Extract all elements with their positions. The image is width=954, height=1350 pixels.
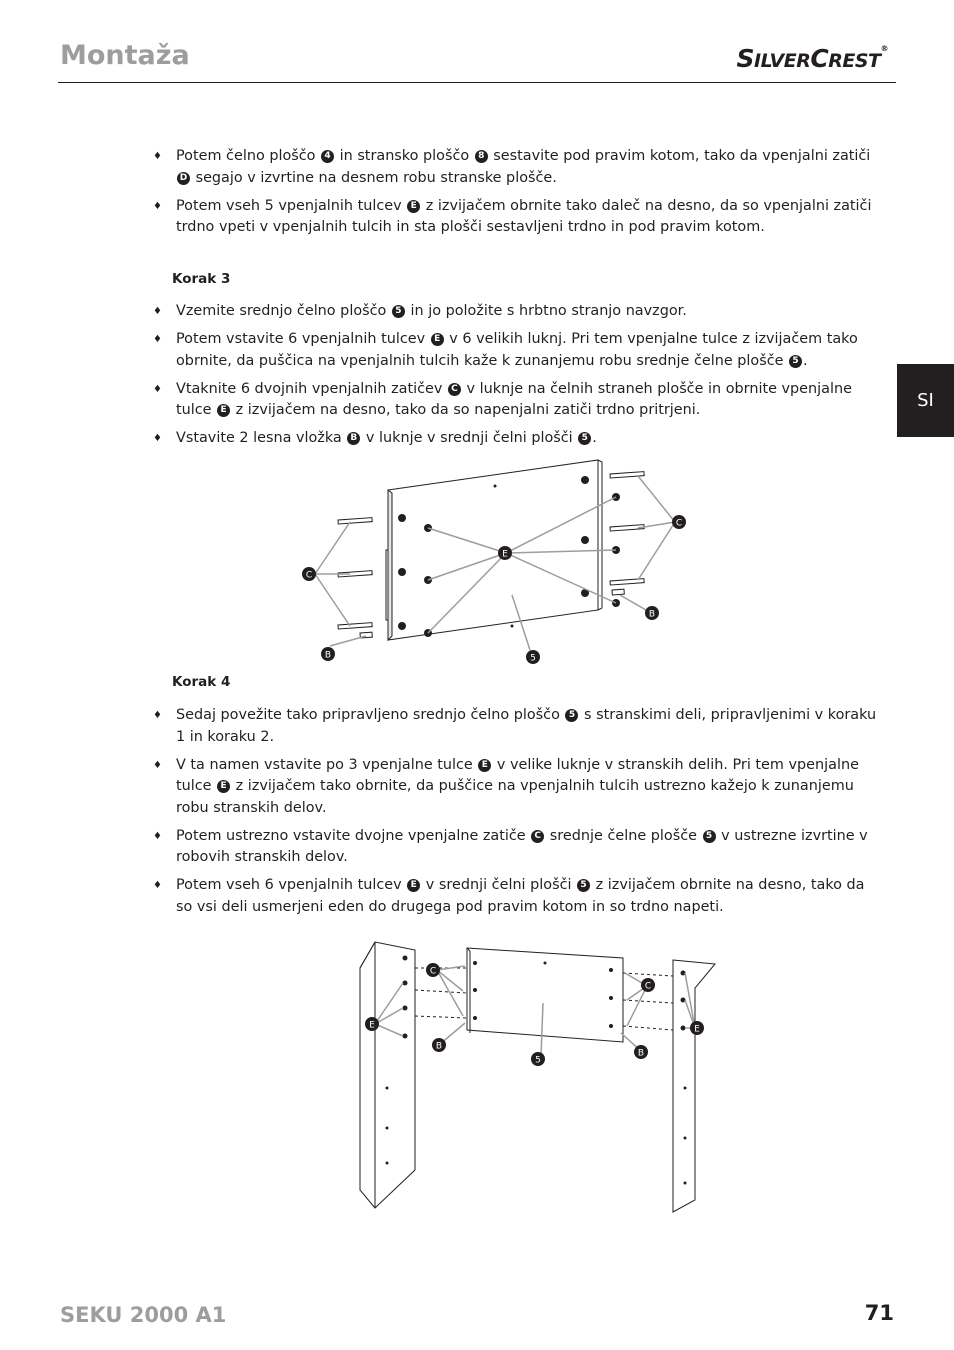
label-e: E: [369, 1020, 375, 1031]
instruction-text: z izvijačem obrnite tako daleč na desno, da so vpenjalni zatiči trdno vpeti v vpenjalnih tulcih in sta plošči sestavljeni trdno in pod pravim kotom.: [176, 197, 872, 235]
instruction-text: Potem vseh 6 vpenjalnih tulcev: [176, 877, 407, 893]
instruction-text: z izvijačem na desno, tako da so napenjalni zatiči trdno pritrjeni.: [231, 402, 701, 418]
part-marker: 5: [789, 355, 802, 368]
label-5: 5: [530, 653, 536, 664]
label-b: B: [324, 650, 332, 661]
label-e: E: [694, 1024, 700, 1035]
brand-letters: ILVER: [754, 50, 811, 72]
part-marker: C: [531, 830, 544, 843]
instruction-item: [153, 428, 877, 450]
part-marker: 5: [565, 709, 578, 722]
instruction-item: [153, 329, 877, 372]
step3-heading: Korak 3: [172, 271, 231, 287]
brand-letter: C: [810, 44, 829, 73]
instruction-text: in stransko ploščo: [335, 148, 474, 164]
part-marker: 5: [577, 879, 590, 892]
right-side-part: [673, 960, 715, 1212]
part-marker: C: [448, 383, 461, 396]
instruction-text: .: [592, 430, 597, 446]
bullet-diamond-icon: ♦: [153, 383, 162, 395]
bullet-diamond-icon: ♦: [153, 830, 162, 842]
part-marker: B: [347, 432, 360, 445]
instruction-text: in jo položite s hrbtno stranjo navzgor.: [405, 303, 687, 319]
step3-diagram: [290, 450, 710, 675]
instruction-item: [153, 755, 877, 820]
instruction-text: srednje čelne plošče: [545, 827, 702, 844]
language-tab-label: SI: [917, 390, 934, 411]
brand-letters: REST: [828, 50, 881, 72]
instruction-item: [153, 826, 877, 869]
instruction-item: [153, 196, 877, 239]
bullet-diamond-icon: ♦: [153, 334, 162, 345]
part-marker: 5: [392, 305, 405, 318]
instruction-text: v velike luknje v stranskih delih. Pri tem vpenjalne tulce: [176, 756, 859, 794]
label-c: C: [675, 518, 683, 529]
instruction-text: Vzemite srednjo čelno ploščo: [176, 303, 391, 319]
instruction-text: Potem vseh 5 vpenjalnih tulcev: [176, 197, 407, 214]
instruction-text: Potem ustrezno vstavite dvojne vpenjalne zatiče: [176, 827, 531, 844]
bullet-diamond-icon: ♦: [153, 880, 162, 891]
instruction-text: segajo v izvrtine na desnem robu stranske plošče.: [191, 169, 557, 186]
step4-heading: Korak 4: [172, 674, 231, 690]
middle-panel: [388, 460, 598, 640]
label-e: E: [502, 549, 508, 560]
instruction-text: s stranskimi deli, pripravljenimi v koraku 1 in koraku 2.: [176, 707, 877, 745]
part-marker: E: [407, 200, 420, 213]
bullet-diamond-icon: ♦: [153, 200, 162, 212]
figure3-labels: [302, 515, 686, 664]
part-marker: 4: [321, 150, 334, 163]
instruction-text: z izvijačem tako obrnite, da puščice na vpenjalnih tulcih ustrezno kažejo k zunanjemu robu stranskih delov.: [176, 778, 854, 816]
language-tab: [897, 364, 954, 437]
brand-logo: [736, 44, 888, 73]
step3-list: [153, 301, 877, 456]
bullet-diamond-icon: ♦: [153, 306, 162, 317]
instruction-item: [153, 379, 877, 422]
instruction-item: [153, 146, 877, 189]
instruction-text: v luknje na čelnih straneh plošče in obrnite vpenjalne tulce: [176, 380, 852, 418]
label-c: C: [644, 981, 652, 992]
instruction-text: Potem vstavite 6 vpenjalnih tulcev: [176, 331, 430, 347]
instruction-text: v 6 velikih luknj. Pri tem vpenjalne tulce z izvijačem tako obrnite, da puščica na vpenjalnih tulcih kaže k zunanjemu robu srednje čelne plošče: [176, 331, 858, 369]
part-marker: 8: [475, 150, 488, 163]
part-marker: E: [217, 404, 230, 417]
brand-letter: S: [736, 44, 754, 73]
instruction-text: v srednji čelni plošči: [421, 877, 577, 893]
instruction-text: Vtaknite 6 dvojnih vpenjalnih zatičev: [176, 380, 447, 397]
part-marker: E: [478, 759, 491, 772]
page-title: Montaža: [60, 40, 190, 71]
label-b: B: [435, 1041, 443, 1052]
label-c: C: [429, 966, 437, 977]
instruction-text: V ta namen vstavite po 3 vpenjalne tulce: [176, 756, 478, 773]
panel-edge: [388, 490, 392, 640]
instruction-item: [153, 875, 877, 918]
bullet-diamond-icon: ♦: [153, 151, 162, 162]
instruction-text: z izvijačem obrnite na desno, tako da so vsi deli usmerjeni eden do drugega pod pravim kotom in so trdno napeti.: [176, 877, 865, 915]
instruction-item: [153, 705, 877, 748]
bullet-diamond-icon: ♦: [153, 759, 162, 771]
instruction-text: v luknje v srednji čelni plošči: [361, 430, 578, 446]
instruction-text: v ustrezne izvrtine v robovih stranskih delov.: [176, 827, 868, 865]
bullet-diamond-icon: ♦: [153, 710, 162, 721]
bullet-diamond-icon: ♦: [153, 433, 162, 444]
step4-diagram: [355, 938, 725, 1218]
part-marker: E: [431, 333, 444, 346]
label-c: C: [305, 570, 313, 581]
page-number: 71: [864, 1301, 894, 1325]
instruction-text: Sedaj povežite tako pripravljeno srednjo čelno ploščo: [176, 707, 565, 723]
label-b: B: [648, 609, 656, 620]
part-marker: D: [177, 172, 190, 185]
section1-list: [153, 146, 877, 245]
part-marker: 5: [578, 432, 591, 445]
registered-mark: ®: [880, 44, 888, 53]
label-5: 5: [535, 1055, 541, 1066]
instruction-text: Potem čelno ploščo: [176, 148, 321, 164]
part-marker: 5: [703, 830, 716, 843]
part-marker: E: [217, 780, 230, 793]
instruction-text: .: [803, 352, 808, 369]
part-marker: E: [407, 879, 420, 892]
instruction-text: Vstavite 2 lesna vložka: [176, 430, 347, 446]
instruction-item: [153, 301, 877, 323]
step4-list: [153, 705, 877, 925]
label-b: B: [637, 1048, 645, 1059]
footer-model: SEKU 2000 A1: [60, 1303, 227, 1327]
header-divider: [58, 82, 896, 83]
instruction-text: sestavite pod pravim kotom, tako da vpenjalni zatiči: [488, 148, 871, 164]
